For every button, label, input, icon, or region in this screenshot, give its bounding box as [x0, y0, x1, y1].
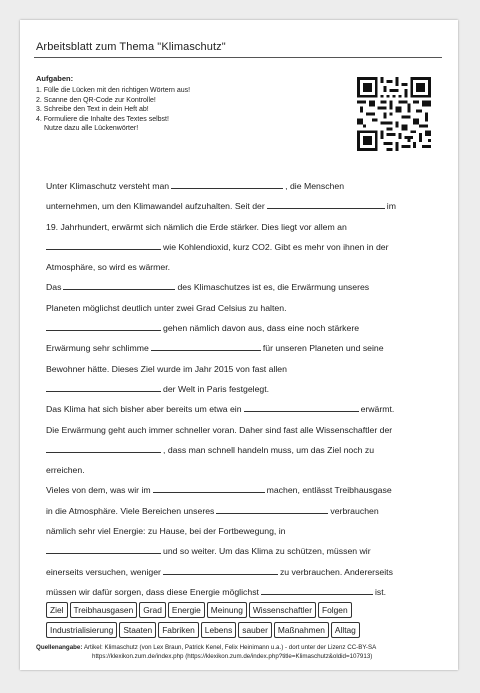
- blank-field[interactable]: [216, 504, 328, 514]
- text-segment: verbrauchen: [330, 505, 379, 516]
- text-segment: gehen nämlich davon aus, dass eine noch stärkere: [163, 323, 360, 334]
- task-item: Nutze dazu alle Lückenwörter!: [44, 125, 139, 133]
- text-segment: machen, entlässt Treibhausgase: [266, 485, 392, 496]
- source-link[interactable]: https://klexikon.zum.de/index.php (https://klexikon.zum.de/index.php?title=Klimaschutz&oldid=107913): [92, 652, 373, 660]
- blank-field[interactable]: [163, 565, 278, 575]
- cloze-text: [46, 176, 438, 602]
- text-segment: der Welt in Paris festgelegt.: [163, 383, 270, 394]
- word-chip[interactable]: Treibhausgasen: [70, 602, 138, 618]
- text-segment: unternehmen, um den Klimawandel aufzuhalten. Seit der: [46, 201, 265, 212]
- task-list: [36, 86, 190, 134]
- text-segment: ist.: [374, 586, 387, 597]
- word-chip[interactable]: sauber: [238, 622, 272, 638]
- text-segment: müssen wir dafür sorgen, dass diese Energie möglichst: [46, 586, 259, 597]
- word-chip[interactable]: Grad: [139, 602, 166, 618]
- task-item: 4. Formuliere die Inhalte des Textes selbst!: [36, 115, 169, 123]
- qr-code-icon[interactable]: [357, 77, 431, 151]
- word-chip[interactable]: Energie: [168, 602, 205, 618]
- blank-field[interactable]: [151, 341, 261, 351]
- text-segment: des Klimaschutzes ist es, die Erwärmung unseres: [177, 282, 370, 293]
- blank-field[interactable]: [63, 280, 175, 290]
- text-segment: , die Menschen: [285, 181, 345, 191]
- task-item: 1. Fülle die Lücken mit den richtigen Wörtern aus!: [36, 87, 191, 94]
- word-chip[interactable]: Alltag: [331, 622, 360, 638]
- source-note: [36, 644, 376, 661]
- blank-field[interactable]: [46, 544, 161, 554]
- blank-field[interactable]: [153, 483, 265, 493]
- text-segment: 19. Jahrhundert, erwärmt sich nämlich die Erde stärker. Dies liegt vor allem an: [46, 221, 347, 232]
- text-segment: Vieles von dem, was wir im: [46, 485, 151, 496]
- word-chip[interactable]: Industrialisierung: [46, 622, 117, 638]
- text-segment: Die Erwärmung geht auch immer schneller voran. Daher sind fast alle Wissenschaftler der: [46, 424, 393, 435]
- word-chip[interactable]: Maßnahmen: [274, 622, 329, 638]
- text-segment: zu verbrauchen. Andererseits: [279, 566, 393, 577]
- title-divider: [34, 57, 442, 58]
- word-chip[interactable]: Fabriken: [158, 622, 199, 638]
- task-item: 2. Scanne den QR-Code zur Kontrolle!: [36, 96, 156, 104]
- word-chip[interactable]: Wissenschaftler: [249, 602, 316, 618]
- blank-field[interactable]: [46, 443, 161, 453]
- word-bank: [46, 602, 360, 642]
- word-chip[interactable]: Meinung: [207, 602, 247, 618]
- worksheet-page: [20, 20, 458, 670]
- source-label: Quellenangabe:: [36, 644, 83, 651]
- blank-field[interactable]: [244, 402, 359, 412]
- text-segment: erreichen.: [46, 465, 85, 476]
- text-segment: Erwärmung sehr schlimme: [46, 343, 149, 354]
- word-chip[interactable]: Lebens: [201, 622, 236, 638]
- blank-field[interactable]: [46, 321, 161, 331]
- task-item: 3. Schreibe den Text in dein Heft ab!: [36, 106, 149, 114]
- text-segment: Das Klima hat sich bisher aber bereits um etwa ein: [46, 404, 242, 415]
- text-segment: wie Kohlendioxid, kurz CO2. Gibt es mehr von ihnen in der: [163, 241, 389, 252]
- word-chip[interactable]: Staaten: [119, 622, 156, 638]
- tasks-heading: Aufgaben:: [36, 74, 74, 83]
- blank-field[interactable]: [46, 240, 161, 250]
- blank-field[interactable]: [267, 199, 385, 209]
- text-segment: im: [386, 201, 396, 212]
- word-chip[interactable]: Ziel: [46, 602, 68, 618]
- text-segment: nämlich sehr viel Energie: zu Hause, bei der Fortbewegung, in: [46, 526, 286, 537]
- word-chip[interactable]: Folgen: [318, 602, 352, 618]
- blank-field[interactable]: [171, 179, 283, 189]
- text-segment: erwärmt.: [360, 404, 395, 415]
- word-bank-row: [46, 622, 360, 638]
- worksheet-title: Arbeitsblatt zum Thema "Klimaschutz": [36, 41, 226, 53]
- blank-field[interactable]: [46, 382, 161, 392]
- text-segment: Das: [46, 282, 62, 293]
- text-segment: Atmosphäre, so wird es wärmer.: [46, 262, 171, 273]
- text-segment: Planeten möglichst deutlich unter zwei Grad Celsius zu halten.: [46, 302, 287, 313]
- text-segment: Unter Klimaschutz versteht man: [46, 181, 170, 191]
- text-segment: einerseits versuchen, weniger: [46, 566, 161, 577]
- text-segment: und so weiter. Um das Klima zu schützen, müssen wir: [163, 546, 371, 557]
- source-line: Artikel: Klimaschutz (von Lex Braun, Patrick Kenel, Felix Heinimann u.a.) - dort unter der Lizenz CC-BY-SA: [83, 644, 377, 651]
- text-segment: in die Atmosphäre. Viele Bereichen unseres: [46, 505, 215, 516]
- blank-field[interactable]: [261, 585, 373, 595]
- text-segment: für unseren Planeten und seine: [262, 343, 384, 354]
- word-bank-row: [46, 602, 360, 618]
- text-segment: Bewohner hätte. Dieses Ziel wurde im Jahr 2015 von fast allen: [46, 363, 287, 374]
- text-segment: , dass man schnell handeln muss, um das Ziel noch zu: [163, 444, 375, 455]
